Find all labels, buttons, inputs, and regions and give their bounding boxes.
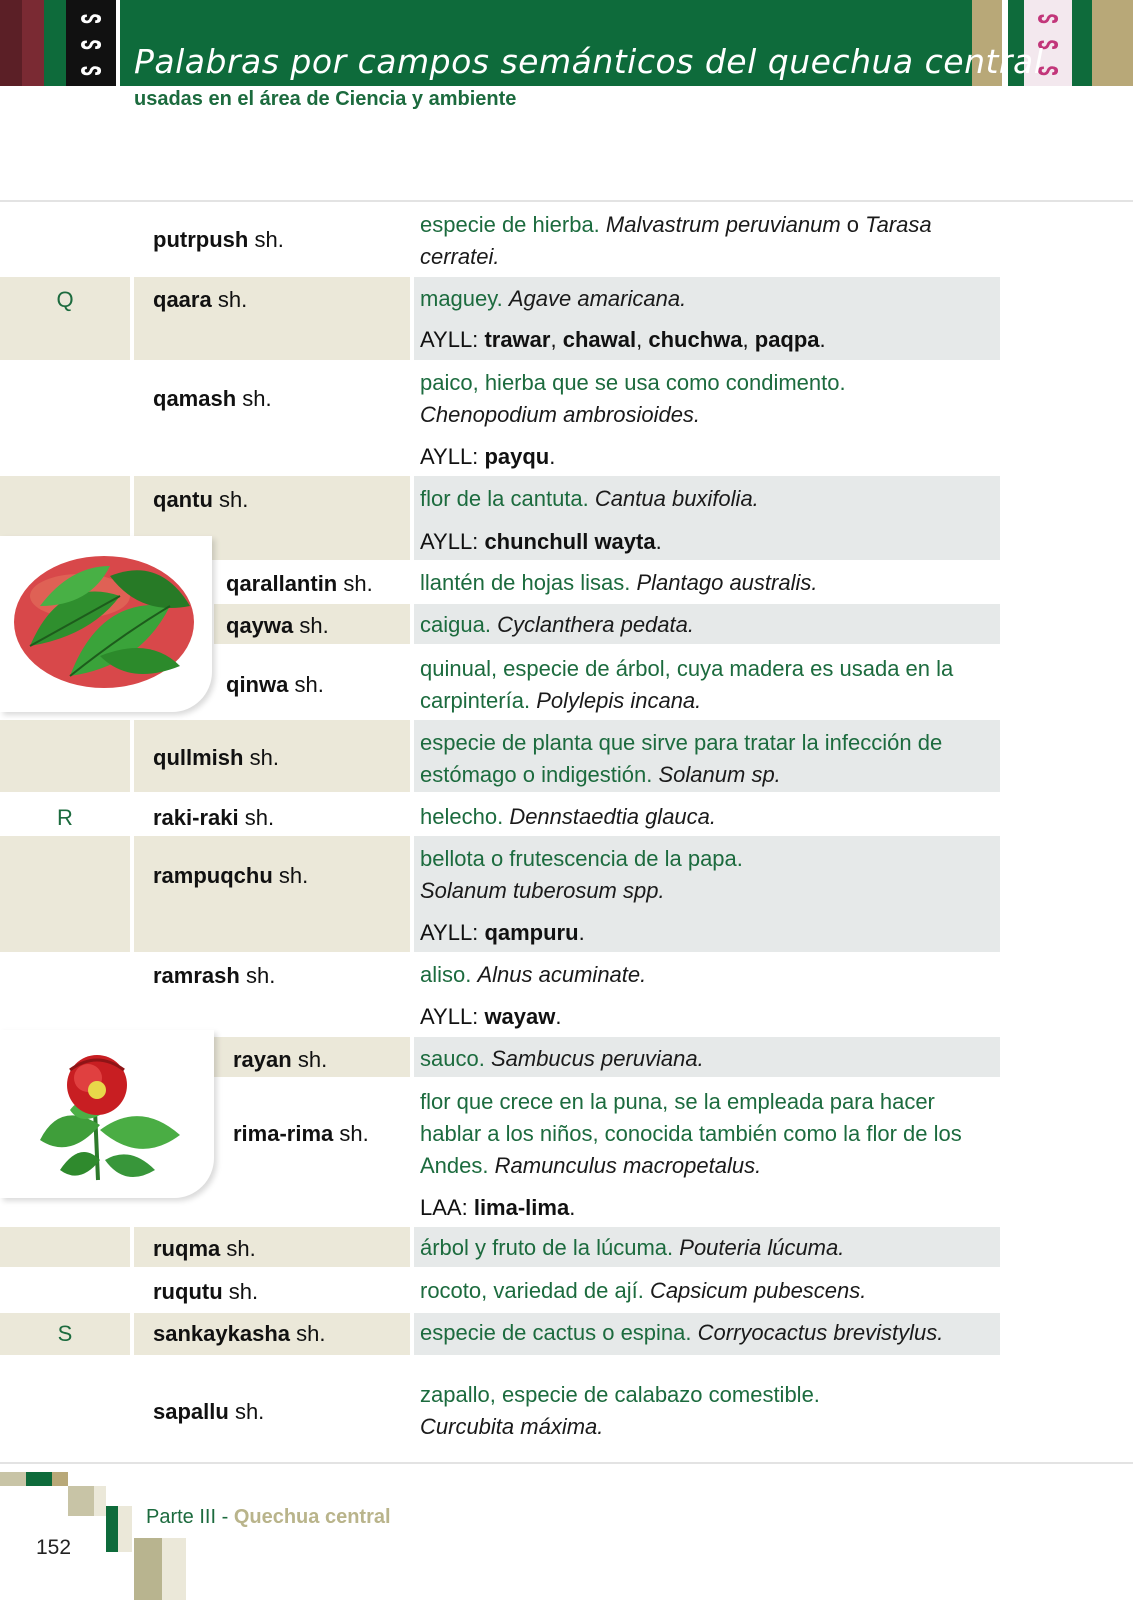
definition-rima-rima: flor que crece en la puna, se la empleada para hacer hablar a los niños, conocida también como la flor de los Andes. Ramunculus macropetalus.	[420, 1089, 962, 1178]
related-words-qaara: AYLL: trawar, chawal, chuchwa, paqpa.	[420, 327, 826, 352]
definition-ruqutu: rocoto, variedad de ají. Capsicum pubescens.	[420, 1278, 867, 1303]
definition-putrpush: especie de hierba. Malvastrum peruvianum o Tarasa cerratei.	[420, 212, 932, 269]
section-letter-r: R	[57, 805, 73, 830]
page-title: Palabras por campos semánticos del quechua central	[134, 42, 1044, 81]
term-qaywa: qaywa sh.	[226, 613, 329, 638]
term-rayan: rayan sh.	[233, 1047, 328, 1072]
definition-qaywa: caigua. Cyclanthera pedata.	[420, 612, 694, 637]
definition-ramrash: aliso. Alnus acuminate.	[420, 962, 647, 987]
term-qaara: qaara sh.	[153, 287, 248, 312]
related-words-qamash: AYLL: payqu.	[420, 444, 556, 469]
term-qinwa: qinwa sh.	[226, 672, 324, 697]
top-rule	[0, 200, 1133, 202]
term-qarallantin: qarallantin sh.	[226, 571, 373, 596]
footer-section: Parte III - Quechua central	[146, 1506, 391, 1528]
bottom-rule	[0, 1462, 1133, 1464]
plant-illustration-flower	[0, 1030, 214, 1198]
term-raki-raki: raki-raki sh.	[153, 805, 275, 830]
definition-ruqma: árbol y fruto de la lúcuma. Pouteria lúcuma.	[420, 1235, 845, 1260]
related-words-rima-rima: LAA: lima-lima.	[420, 1195, 576, 1220]
definition-qinwa: quinual, especie de árbol, cuya madera es usada en la carpintería. Polylepis incana.	[420, 656, 954, 713]
definition-qantu: flor de la cantuta. Cantua buxifolia.	[420, 486, 759, 511]
header-band: ᔕ ᔕ ᔕ ᔕ ᔕ ᔕ	[0, 0, 1133, 86]
definition-sapallu: zapallo, especie de calabazo comestible. Curcubita máxima.	[420, 1382, 820, 1439]
related-words-ramrash: AYLL: wayaw.	[420, 1004, 562, 1029]
plant-illustration-leaves	[0, 536, 212, 712]
term-ruqma: ruqma sh.	[153, 1236, 256, 1261]
definition-qullmish: especie de planta que sirve para tratar la infección de estómago o indigestión. Solanum sp.	[420, 730, 943, 787]
definition-qarallantin: llantén de hojas lisas. Plantago australis.	[420, 570, 818, 595]
definition-raki-raki: helecho. Dennstaedtia glauca.	[420, 804, 717, 829]
term-ramrash: ramrash sh.	[153, 963, 276, 988]
term-qantu: qantu sh.	[153, 487, 249, 512]
related-words-rampuqchu: AYLL: qampuru.	[420, 920, 585, 945]
section-letter-s: S	[57, 1321, 73, 1346]
term-rima-rima: rima-rima sh.	[233, 1121, 369, 1146]
definition-qamash: paico, hierba que se usa como condimento. Chenopodium ambrosioides.	[420, 370, 846, 427]
page-subtitle: usadas en el área de Ciencia y ambiente	[134, 88, 517, 110]
definition-rampuqchu: bellota o frutescencia de la papa. Solanum tuberosum spp.	[420, 846, 743, 903]
section-letter-q: Q	[56, 287, 74, 312]
definition-rayan: sauco. Sambucus peruviana.	[420, 1046, 704, 1071]
definition-qaara: maguey. Agave amaricana.	[420, 286, 687, 311]
term-ruqutu: ruqutu sh.	[153, 1279, 259, 1304]
term-rampuqchu: rampuqchu sh.	[153, 863, 309, 888]
related-words-qantu: AYLL: chunchull wayta.	[420, 529, 662, 554]
page-number: 152	[36, 1536, 72, 1559]
term-qamash: qamash sh.	[153, 386, 272, 411]
term-sankaykasha: sankaykasha sh.	[153, 1321, 326, 1346]
definition-sankaykasha: especie de cactus o espina. Corryocactus brevistylus.	[420, 1320, 944, 1345]
term-sapallu: sapallu sh.	[153, 1399, 265, 1424]
term-qullmish: qullmish sh.	[153, 745, 279, 770]
term-putrpush: putrpush sh.	[153, 227, 284, 252]
